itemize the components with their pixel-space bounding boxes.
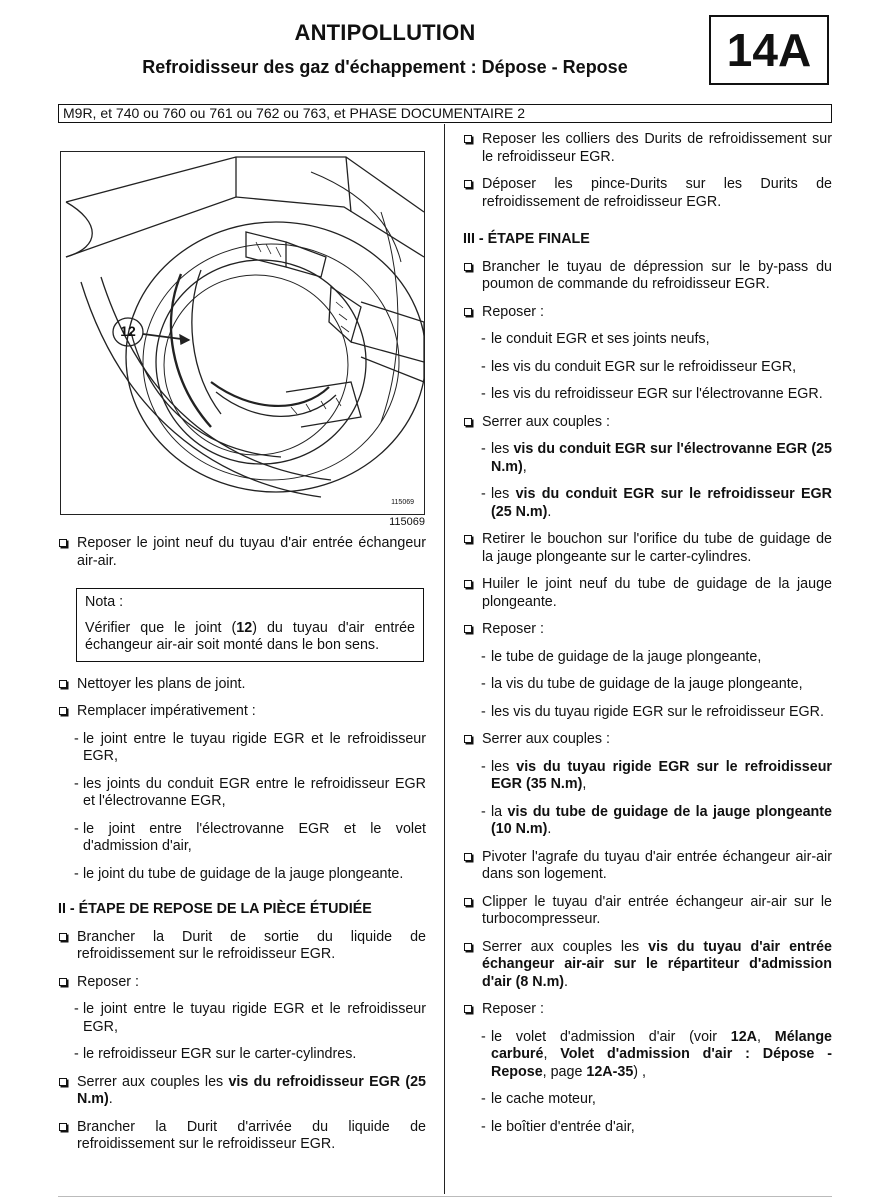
list-item: Serrer aux couples : <box>463 731 832 749</box>
checkbox-bullet-icon <box>464 135 472 143</box>
sub-item: - les vis du conduit EGR sur l'électrovanne EGR (25 N.m), <box>481 441 833 475</box>
checkbox-bullet-icon <box>464 308 472 316</box>
checkbox-bullet-icon <box>59 680 67 688</box>
checkbox-bullet-icon <box>59 1078 67 1086</box>
checkbox-bullet-icon <box>464 418 472 426</box>
note-title: Nota : <box>85 594 124 610</box>
sub-item: - les vis du tuyau rigide EGR sur le refroidisseur EGR. <box>481 703 824 720</box>
checkbox-bullet-icon <box>464 898 472 906</box>
sub-item: - la vis du tube de guidage de la jauge plongeante (10 N.m). <box>481 803 832 837</box>
checkbox-bullet-icon <box>464 580 472 588</box>
section-heading: II - ÉTAPE DE REPOSE DE LA PIÈCE ÉTUDIÉE <box>58 901 372 917</box>
list-item: Retirer le bouchon sur l'orifice du tube de guidage de la jauge plongeante sur le carter-cylindres. <box>463 531 832 566</box>
list-item: Déposer les pince-Durits sur les Durits de refroidissement de refroidisseur EGR. <box>463 176 832 211</box>
sub-item: - le cache moteur, <box>481 1091 596 1107</box>
right-column <box>463 131 832 1146</box>
sub-item: - le volet d'admission d'air (voir 12A, Mélange carburé, Volet d'admission d'air : Dépose - Repose, page 12A-35) , <box>481 1028 832 1080</box>
page-bottom-rule <box>58 1196 832 1197</box>
list-item: Reposer : <box>463 304 832 322</box>
left-column <box>58 535 426 1164</box>
column-divider <box>444 124 445 1194</box>
note-box <box>76 588 424 662</box>
list-item: Brancher la Durit d'arrivée du liquide de refroidissement sur le refroidisseur EGR. <box>58 1119 426 1154</box>
list-item: Reposer les colliers des Durits de refroidissement sur le refroidisseur EGR. <box>463 131 832 166</box>
list-item: Reposer : <box>463 1001 832 1019</box>
checkbox-bullet-icon <box>464 180 472 188</box>
chapter-badge: 14A <box>709 15 829 85</box>
list-item: Remplacer impérativement : <box>58 703 426 721</box>
sub-item: - le joint entre le tuyau rigide EGR et le refroidisseur EGR, <box>74 730 426 764</box>
list-item: Brancher le tuyau de dépression sur le by-pass du poumon de commande du refroidisseur EGR. <box>463 259 832 294</box>
list-item: Clipper le tuyau d'air entrée échangeur air-air sur le turbocompresseur. <box>463 894 832 929</box>
checkbox-bullet-icon <box>59 539 67 547</box>
checkbox-bullet-icon <box>464 735 472 743</box>
sub-item: - le refroidisseur EGR sur le carter-cylindres. <box>74 1046 357 1062</box>
technical-figure <box>60 151 425 515</box>
list-item: Huiler le joint neuf du tube de guidage de la jauge plongeante. <box>463 576 832 611</box>
list-item: Serrer aux couples : <box>463 414 832 432</box>
list-item: Brancher la Durit de sortie du liquide de refroidissement sur le refroidisseur EGR. <box>58 929 426 964</box>
sub-item: - la vis du tube de guidage de la jauge plongeante, <box>481 676 803 692</box>
note-text: Vérifier que le joint (12) du tuyau d'air entrée échangeur air-air soit monté dans le bon sens. <box>85 619 415 653</box>
list-item: Reposer le joint neuf du tuyau d'air entrée échangeur air-air. <box>58 535 426 570</box>
checkbox-bullet-icon <box>59 707 67 715</box>
checkbox-bullet-icon <box>464 625 472 633</box>
list-item: Reposer : <box>58 974 426 992</box>
vehicle-applicability: M9R, et 740 ou 760 ou 761 ou 762 ou 763, et PHASE DOCUMENTAIRE 2 <box>58 104 832 123</box>
checkbox-bullet-icon <box>59 978 67 986</box>
checkbox-bullet-icon <box>464 535 472 543</box>
sub-item: - les vis du conduit EGR sur le refroidisseur EGR (25 N.m). <box>481 486 832 520</box>
sub-item: - le tube de guidage de la jauge plongeante, <box>481 648 762 665</box>
figure-reference-number: 115069 <box>389 516 425 528</box>
page-subtitle: Refroidisseur des gaz d'échappement : Dépose - Repose <box>142 57 628 77</box>
checkbox-bullet-icon <box>464 1005 472 1013</box>
list-item: Serrer aux couples les vis du refroidisseur EGR (25 N.m). <box>58 1074 426 1109</box>
sub-item: - le joint entre le tuyau rigide EGR et le refroidisseur EGR, <box>74 1001 426 1035</box>
figure-callout-12: 12 <box>120 323 136 339</box>
sub-item: - le boîtier d'entrée d'air, <box>481 1118 635 1135</box>
sub-item: - les vis du tuyau rigide EGR sur le refroidisseur EGR (35 N.m), <box>481 758 832 792</box>
list-item: Reposer : <box>463 621 832 639</box>
sub-item: - les vis du conduit EGR sur le refroidisseur EGR, <box>481 358 797 375</box>
sub-item: - le conduit EGR et ses joints neufs, <box>481 331 710 347</box>
sub-item: - le joint du tube de guidage de la jauge plongeante. <box>74 865 404 882</box>
checkbox-bullet-icon <box>464 263 472 271</box>
list-item: Pivoter l'agrafe du tuyau d'air entrée échangeur air-air dans son logement. <box>463 849 832 884</box>
page-title: ANTIPOLLUTION <box>294 20 476 45</box>
checkbox-bullet-icon <box>464 853 472 861</box>
sub-item: - le joint entre l'électrovanne EGR et le volet d'admission d'air, <box>74 820 426 854</box>
section-heading: III - ÉTAPE FINALE <box>463 231 590 247</box>
sub-item: - les joints du conduit EGR entre le refroidisseur EGR et l'électrovanne EGR, <box>74 775 426 809</box>
checkbox-bullet-icon <box>59 933 67 941</box>
checkbox-bullet-icon <box>59 1123 67 1131</box>
list-item: Serrer aux couples les vis du tuyau d'air entrée échangeur air-air sur le répartiteur d'admission d'air (8 N.m). <box>463 939 832 992</box>
list-item: Nettoyer les plans de joint. <box>58 676 426 694</box>
figure-ref-inner: 115069 <box>391 499 414 506</box>
checkbox-bullet-icon <box>464 943 472 951</box>
sub-item: - les vis du refroidisseur EGR sur l'électrovanne EGR. <box>481 386 823 402</box>
